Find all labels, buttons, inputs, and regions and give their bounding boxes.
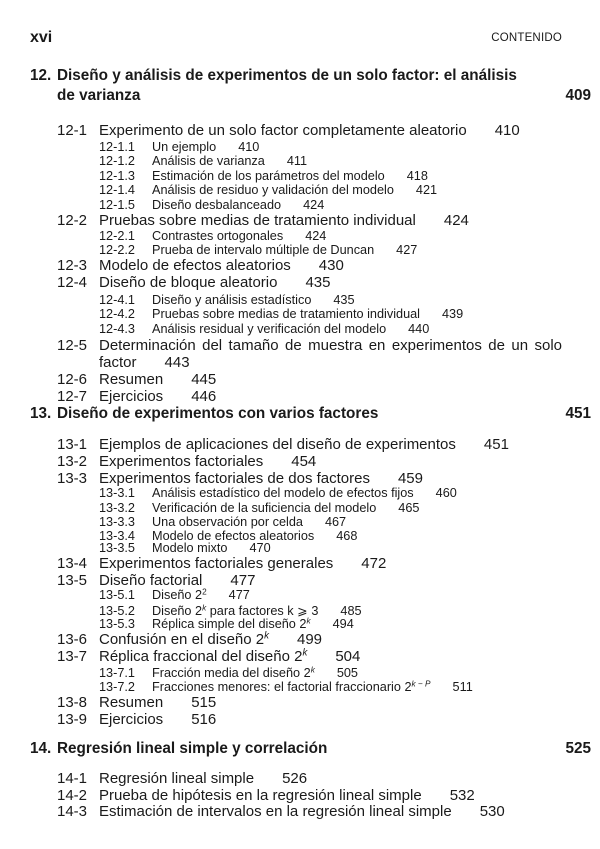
entry-page: 472: [361, 555, 387, 572]
entry-number: 12-7: [57, 388, 88, 405]
entry-number: 12-2: [57, 212, 88, 229]
entry-number: 12-1.2: [99, 154, 135, 168]
entry-title: Análisis de varianza: [152, 154, 265, 168]
toc-entry-subsection[interactable]: [99, 243, 417, 257]
entry-title: Una observación por celda: [152, 515, 303, 529]
entry-page: 435: [305, 274, 331, 291]
entry-page: 409: [565, 87, 591, 104]
toc-entry-subsection[interactable]: [99, 515, 346, 529]
entry-number: 14-2: [57, 787, 88, 804]
entry-title: Ejercicios: [99, 388, 164, 405]
entry-page: 418: [406, 169, 428, 183]
toc-entry-subsection[interactable]: [99, 501, 419, 515]
entry-number: 12-1.3: [99, 169, 135, 183]
entry-number: 13-2: [57, 453, 88, 470]
entry-title: Fracciones menores: el factorial fraccionario 2: [152, 680, 412, 694]
entry-number: 13-5.3: [99, 617, 135, 631]
entry-page: 454: [291, 453, 317, 470]
entry-page: 525: [565, 740, 591, 757]
entry-title: Prueba de hipótesis en la regresión lineal simple: [99, 787, 422, 804]
entry-page: 424: [443, 212, 469, 229]
entry-page: 451: [483, 436, 509, 453]
toc-entry-chapter[interactable]: [30, 67, 517, 85]
entry-page: 511: [452, 680, 473, 694]
toc-entry-section[interactable]: [57, 212, 469, 229]
entry-number: 13-5: [57, 572, 88, 589]
entry-page: 421: [415, 183, 438, 197]
entry-title: Análisis de residuo y validación del modelo: [152, 183, 394, 197]
entry-title: Diseño de experimentos con varios factores: [57, 405, 379, 422]
entry-title: Un ejemplo: [152, 140, 217, 154]
toc-entry-subsection[interactable]: [99, 666, 358, 680]
entry-page: 526: [282, 770, 308, 787]
superscript: k: [202, 603, 207, 613]
toc-entry-section[interactable]: [57, 257, 344, 274]
toc-entry-continuation: [57, 354, 190, 371]
toc-entry-subsection[interactable]: [99, 229, 326, 243]
entry-page: 430: [318, 257, 344, 274]
toc-entry-subsection[interactable]: [99, 617, 354, 631]
entry-number: 13.: [30, 405, 52, 422]
entry-number: 13-3.5: [99, 541, 135, 555]
toc-entry-continuation: [30, 87, 591, 105]
entry-page: 460: [435, 486, 457, 500]
entry-page: 459: [397, 470, 423, 487]
entry-title: Ejercicios: [99, 711, 164, 728]
toc-entry-section[interactable]: [57, 371, 216, 388]
toc-entry-section[interactable]: [57, 436, 509, 453]
toc-entry-chapter[interactable]: [30, 405, 591, 423]
entry-number: 13-8: [57, 694, 88, 711]
entry-number: 12-3: [57, 257, 88, 274]
entry-number: 12-2.1: [99, 229, 135, 243]
entry-number: 12-2.2: [99, 243, 135, 257]
toc-entry-subsection[interactable]: [99, 169, 428, 183]
toc-entry-section[interactable]: [57, 572, 255, 589]
entry-page: 427: [396, 243, 418, 257]
entry-title: Regresión lineal simple y correlación: [57, 740, 328, 757]
entry-title: Fracción media del diseño 2: [152, 666, 311, 680]
superscript: k: [306, 616, 311, 626]
toc-entry-subsection[interactable]: [99, 198, 324, 212]
entry-page: 477: [228, 588, 250, 602]
entry-title: Diseño factorial: [99, 572, 203, 589]
entry-page: 477: [230, 572, 256, 589]
toc-entry-chapter[interactable]: [30, 740, 591, 758]
entry-number: 13-3: [57, 470, 88, 487]
entry-page: 424: [303, 198, 325, 212]
entry-title: Diseño 2: [152, 604, 203, 618]
entry-title: Contrastes ortogonales: [152, 229, 284, 243]
toc-entry-subsection[interactable]: [99, 140, 259, 154]
entry-page: 485: [340, 604, 362, 618]
entry-title: Experimentos factoriales: [99, 453, 264, 470]
entry-page: 445: [191, 371, 217, 388]
toc-entry-section[interactable]: [57, 453, 316, 470]
toc-entry-section[interactable]: [57, 770, 307, 787]
toc-entry-subsection[interactable]: [99, 307, 463, 321]
entry-title: Regresión lineal simple: [99, 770, 255, 787]
entry-page: 467: [324, 515, 347, 529]
entry-page: 410: [238, 140, 260, 154]
entry-number: 13-6: [57, 631, 88, 648]
entry-page: 515: [191, 694, 217, 711]
entry-number: 12-1.1: [99, 140, 135, 154]
superscript: k − P: [411, 679, 431, 689]
entry-title: Análisis residual y verificación del modelo: [152, 322, 387, 336]
entry-number: 12.: [30, 67, 52, 84]
entry-number: 13-7.2: [99, 680, 135, 694]
toc-entry-subsection[interactable]: [99, 541, 271, 555]
entry-title: Estimación de los parámetros del modelo: [152, 169, 385, 183]
entry-title-line2: factor: [99, 354, 137, 371]
toc-entry-subsection[interactable]: [99, 293, 355, 307]
entry-title: Modelo de efectos aleatorios: [152, 529, 315, 543]
entry-title: Diseño desbalanceado: [152, 198, 282, 212]
entry-title: Determinación del tamaño de muestra en experimentos de un solo: [99, 337, 562, 354]
entry-number: 13-3.2: [99, 501, 135, 515]
entry-title: Modelo de efectos aleatorios: [99, 257, 291, 274]
toc-entry-section[interactable]: [57, 694, 216, 711]
entry-page: 504: [335, 648, 361, 665]
entry-title: Pruebas sobre medias de tratamiento individual: [99, 212, 416, 229]
entry-page: 440: [408, 322, 430, 336]
entry-number: 12-1.4: [99, 183, 135, 197]
entry-title: Diseño de bloque aleatorio: [99, 274, 278, 291]
entry-title: Modelo mixto: [152, 541, 228, 555]
entry-number: 12-4.3: [99, 322, 135, 336]
toc-entry-section[interactable]: [57, 470, 423, 487]
entry-title: Réplica simple del diseño 2: [152, 617, 307, 631]
entry-number: 12-4.2: [99, 307, 135, 321]
entry-number: 12-4.1: [99, 293, 135, 307]
entry-title: Diseño 2: [152, 588, 203, 602]
entry-number: 13-4: [57, 555, 88, 572]
entry-title: Experimentos factoriales de dos factores: [99, 470, 370, 487]
entry-number: 13-3.4: [99, 529, 135, 543]
entry-number: 14.: [30, 740, 52, 757]
entry-title: Pruebas sobre medias de tratamiento individual: [152, 307, 420, 321]
entry-title: Estimación de intervalos en la regresión lineal simple: [99, 803, 452, 820]
entry-page: 451: [565, 405, 591, 422]
entry-number: 14-1: [57, 770, 88, 787]
toc-entry-subsection[interactable]: [99, 154, 307, 168]
toc-entry-subsection[interactable]: [99, 183, 437, 197]
entry-title-suffix: para factores k ⩾ 3: [206, 604, 319, 618]
toc-entry-subsection[interactable]: [99, 486, 457, 500]
entry-number: 13-5.2: [99, 604, 135, 618]
entry-title: Réplica fraccional del diseño 2: [99, 648, 303, 665]
entry-number: 13-7: [57, 648, 88, 665]
entry-number: 13-9: [57, 711, 88, 728]
entry-number: 12-1: [57, 122, 88, 139]
toc-entry-subsection[interactable]: [99, 588, 250, 602]
entry-title: Resumen: [99, 371, 164, 388]
entry-number: 13-3.3: [99, 515, 135, 529]
entry-page: 410: [494, 122, 520, 139]
entry-number: 13-7.1: [99, 666, 135, 680]
toc-entry-section[interactable]: [57, 122, 520, 139]
entry-title: Análisis estadístico del modelo de efectos fijos: [152, 486, 414, 500]
entry-page: 443: [164, 354, 190, 371]
entry-number: 12-1.5: [99, 198, 135, 212]
running-title: CONTENIDO: [491, 32, 562, 44]
entry-page: 468: [336, 529, 358, 543]
toc-entry-subsection[interactable]: [99, 680, 473, 694]
entry-page: 516: [191, 711, 217, 728]
entry-title-line2: de varianza: [57, 87, 141, 104]
entry-page: 505: [336, 666, 358, 680]
entry-number: 12-5: [57, 337, 88, 354]
toc-entry-section[interactable]: [57, 803, 505, 820]
entry-number: 12-6: [57, 371, 88, 388]
page-number: xvi: [30, 29, 53, 46]
entry-page: 532: [449, 787, 475, 804]
toc-entry-section[interactable]: [57, 274, 331, 291]
toc-entry-subsection[interactable]: [99, 322, 429, 336]
entry-number: 13-3.1: [99, 486, 135, 500]
entry-page: 446: [191, 388, 217, 405]
entry-title: Ejemplos de aplicaciones del diseño de experimentos: [99, 436, 456, 453]
toc-entry-section[interactable]: [57, 631, 322, 648]
toc-entry-section[interactable]: [57, 337, 562, 354]
toc-entry-section[interactable]: [57, 787, 475, 804]
entry-page: 424: [305, 229, 327, 243]
entry-page: 435: [333, 293, 355, 307]
entry-title: Experimentos factoriales generales: [99, 555, 334, 572]
entry-title: Prueba de intervalo múltiple de Duncan: [152, 243, 375, 257]
entry-page: 499: [297, 631, 323, 648]
entry-page: 494: [332, 617, 354, 631]
superscript: k: [310, 665, 315, 675]
entry-page: 465: [398, 501, 420, 515]
entry-title: Diseño y análisis de experimentos de un solo factor: el análisis: [57, 67, 517, 84]
entry-number: 14-3: [57, 803, 88, 820]
entry-page: 439: [442, 307, 464, 321]
toc-entry-subsection[interactable]: [99, 603, 362, 618]
entry-number: 13-1: [57, 436, 88, 453]
entry-title: Diseño y análisis estadístico: [152, 293, 312, 307]
toc-entry-section[interactable]: [57, 648, 360, 665]
toc-entry-section[interactable]: [57, 711, 216, 728]
entry-page: 530: [479, 803, 505, 820]
superscript: k: [264, 630, 269, 642]
superscript: k: [302, 647, 308, 659]
entry-number: 13-5.1: [99, 588, 135, 602]
entry-title: Experimento de un solo factor completamente aleatorio: [99, 122, 467, 139]
entry-title: Confusión en el diseño 2: [99, 631, 265, 648]
entry-page: 411: [286, 154, 308, 168]
toc-entry-section[interactable]: [57, 555, 386, 572]
toc-entry-section[interactable]: [57, 388, 216, 405]
entry-number: 12-4: [57, 274, 88, 291]
entry-page: 470: [249, 541, 271, 555]
entry-title: Resumen: [99, 694, 164, 711]
entry-title: Verificación de la suficiencia del modelo: [152, 501, 377, 515]
superscript: 2: [202, 587, 207, 597]
